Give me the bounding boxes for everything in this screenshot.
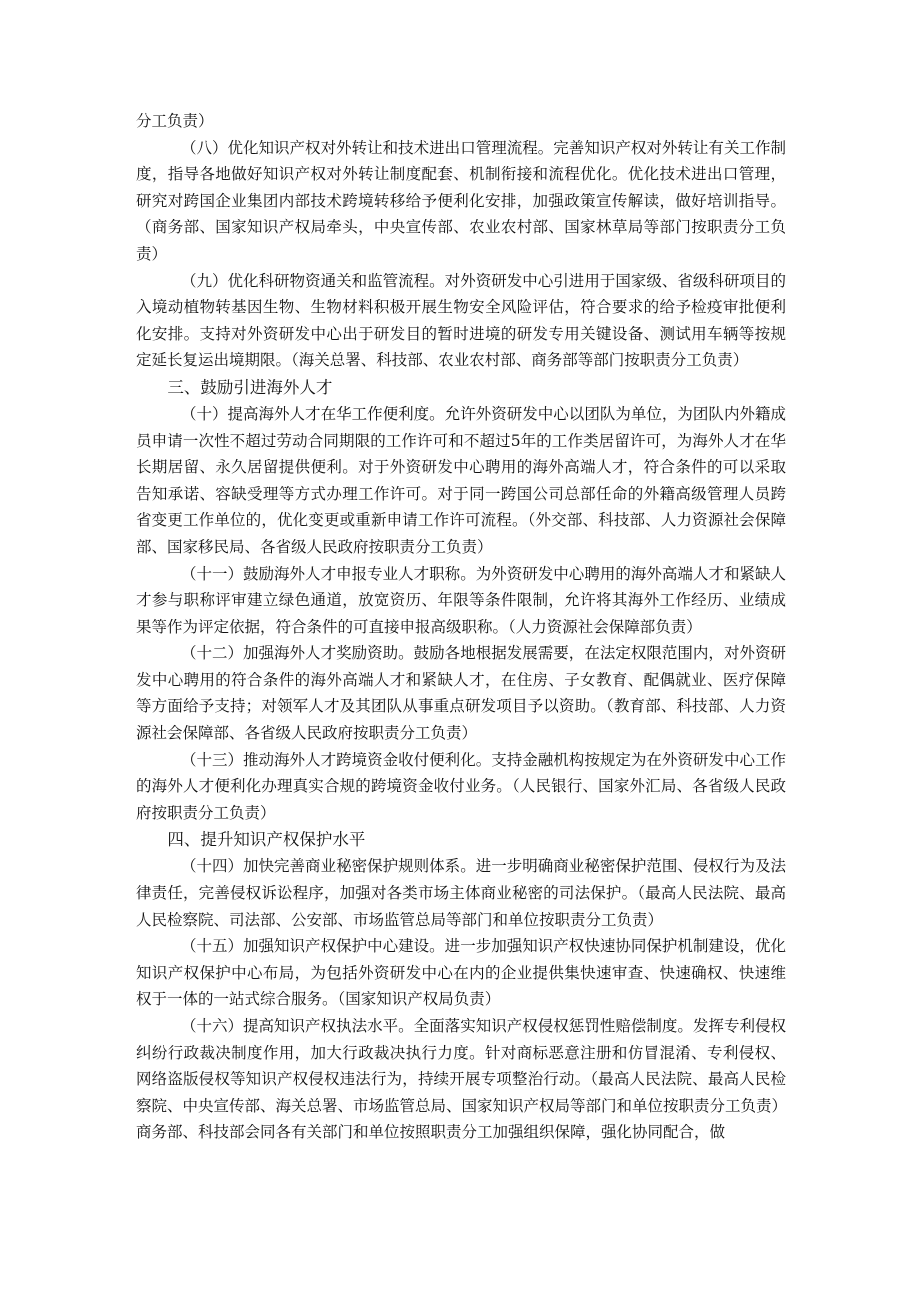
paragraph-16: （十六）提高知识产权执法水平。全面落实知识产权侵权惩罚性赔偿制度。发挥专利侵权纠纷行政裁决制度作用，加大行政裁决执行力度。针对商标恶意注册和仿冒混淆、专利侵权、网络盗版侵权等知识产权侵权违法行为，持续开展专项整治行动。（最高人民法院、最高人民检察院、中央宣传部、海关总署、市场监管总局、国家知识产权局等部门和单位按职责分工负责）	[136, 1017, 788, 1115]
paragraph-15: （十五）加强知识产权保护中心建设。进一步加强知识产权快速协同保护机制建设，优化知识产权保护中心布局，为包括外资研发中心在内的企业提供集快速审查、快速确权、快速维权于一体的一站式综合服务。（国家知识产权局负责）	[136, 937, 786, 1009]
section-heading-3: 三、鼓励引进海外人才	[167, 377, 333, 397]
paragraph-10: （十）提高海外人才在华工作便利度。允许外资研发中心以团队为单位，为团队内外籍成员申请一次性不超过劳动合同期限的工作许可和不超过5年的工作类居留许可，为海外人才在华长期居留、永久居留提供便利。对于外资研发中心聘用的海外高端人才，符合条件的可以采取告知承诺、容缺受理等方式办理工作许可。对于同一跨国公司总部任命的外籍高级管理人员跨省变更工作单位的，优化变更或重新申请工作许可流程。（外交部、科技部、人力资源社会保障部、国家移民局、各省级人民政府按职责分工负责）	[136, 404, 786, 556]
closing-text: 商务部、科技部会同各有关部门和单位按照职责分工加强组织保障，强化协同配合，做	[136, 1123, 726, 1142]
paragraph-9: （九）优化科研物资通关和监管流程。对外资研发中心引进用于国家级、省级科研项目的入境动植物转基因生物、生物材料积极开展生物安全风险评估，符合要求的给予检疫审批便利化安排。支持对外资研发中心出于研发目的暂时进境的研发专用关键设备、测试用车辆等按规定延长复运出境期限。（海关总署、科技部、农业农村部、商务部等部门按职责分工负责）	[136, 271, 786, 370]
continued-text: 分工负责）	[136, 112, 214, 130]
paragraph-8: （八）优化知识产权对外转让和技术进出口管理流程。完善知识产权对外转让有关工作制度，指导各地做好知识产权对外转让制度配套、机制衔接和流程优化。优化技术进出口管理，研究对跨国企业集团内部技术跨境转移给予便利化安排，加强政策宣传解读，做好培训指导。（商务部、国家知识产权局牵头，中央宣传部、农业农村部、国家林草局等部门按职责分工负责）	[136, 138, 786, 263]
document-page	[136, 108, 786, 1146]
paragraph-12: （十二）加强海外人才奖励资助。鼓励各地根据发展需要，在法定权限范围内，对外资研发中心聘用的符合条件的海外高端人才和紧缺人才，在住房、子女教育、配偶就业、医疗保障等方面给予支持；对领军人才及其团队从事重点研发项目予以资助。（教育部、科技部、人力资源社会保障部、各省级人民政府按职责分工负责）	[136, 644, 786, 743]
paragraph-14: （十四）加快完善商业秘密保护规则体系。进一步明确商业秘密保护范围、侵权行为及法律责任，完善侵权诉讼程序，加强对各类市场主体商业秘密的司法保护。（最高人民法院、最高人民检察院、司法部、公安部、市场监管总局等部门和单位按职责分工负责）	[136, 857, 786, 929]
section-heading-4: 四、提升知识产权保护水平	[167, 830, 366, 850]
paragraph-13: （十三）推动海外人才跨境资金收付便利化。支持金融机构按规定为在外资研发中心工作的海外人才便利化办理真实合规的跨境资金收付业务。（人民银行、国家外汇局、各省级人民政府按职责分工负责）	[136, 750, 786, 822]
paragraph-11: （十一）鼓励海外人才申报专业人才职称。为外资研发中心聘用的海外高端人才和紧缺人才参与职称评审建立绿色通道，放宽资历、年限等条件限制，允许将其海外工作经历、业绩成果等作为评定依据，符合条件的可直接申报高级职称。（人力资源社会保障部负责）	[136, 564, 786, 636]
